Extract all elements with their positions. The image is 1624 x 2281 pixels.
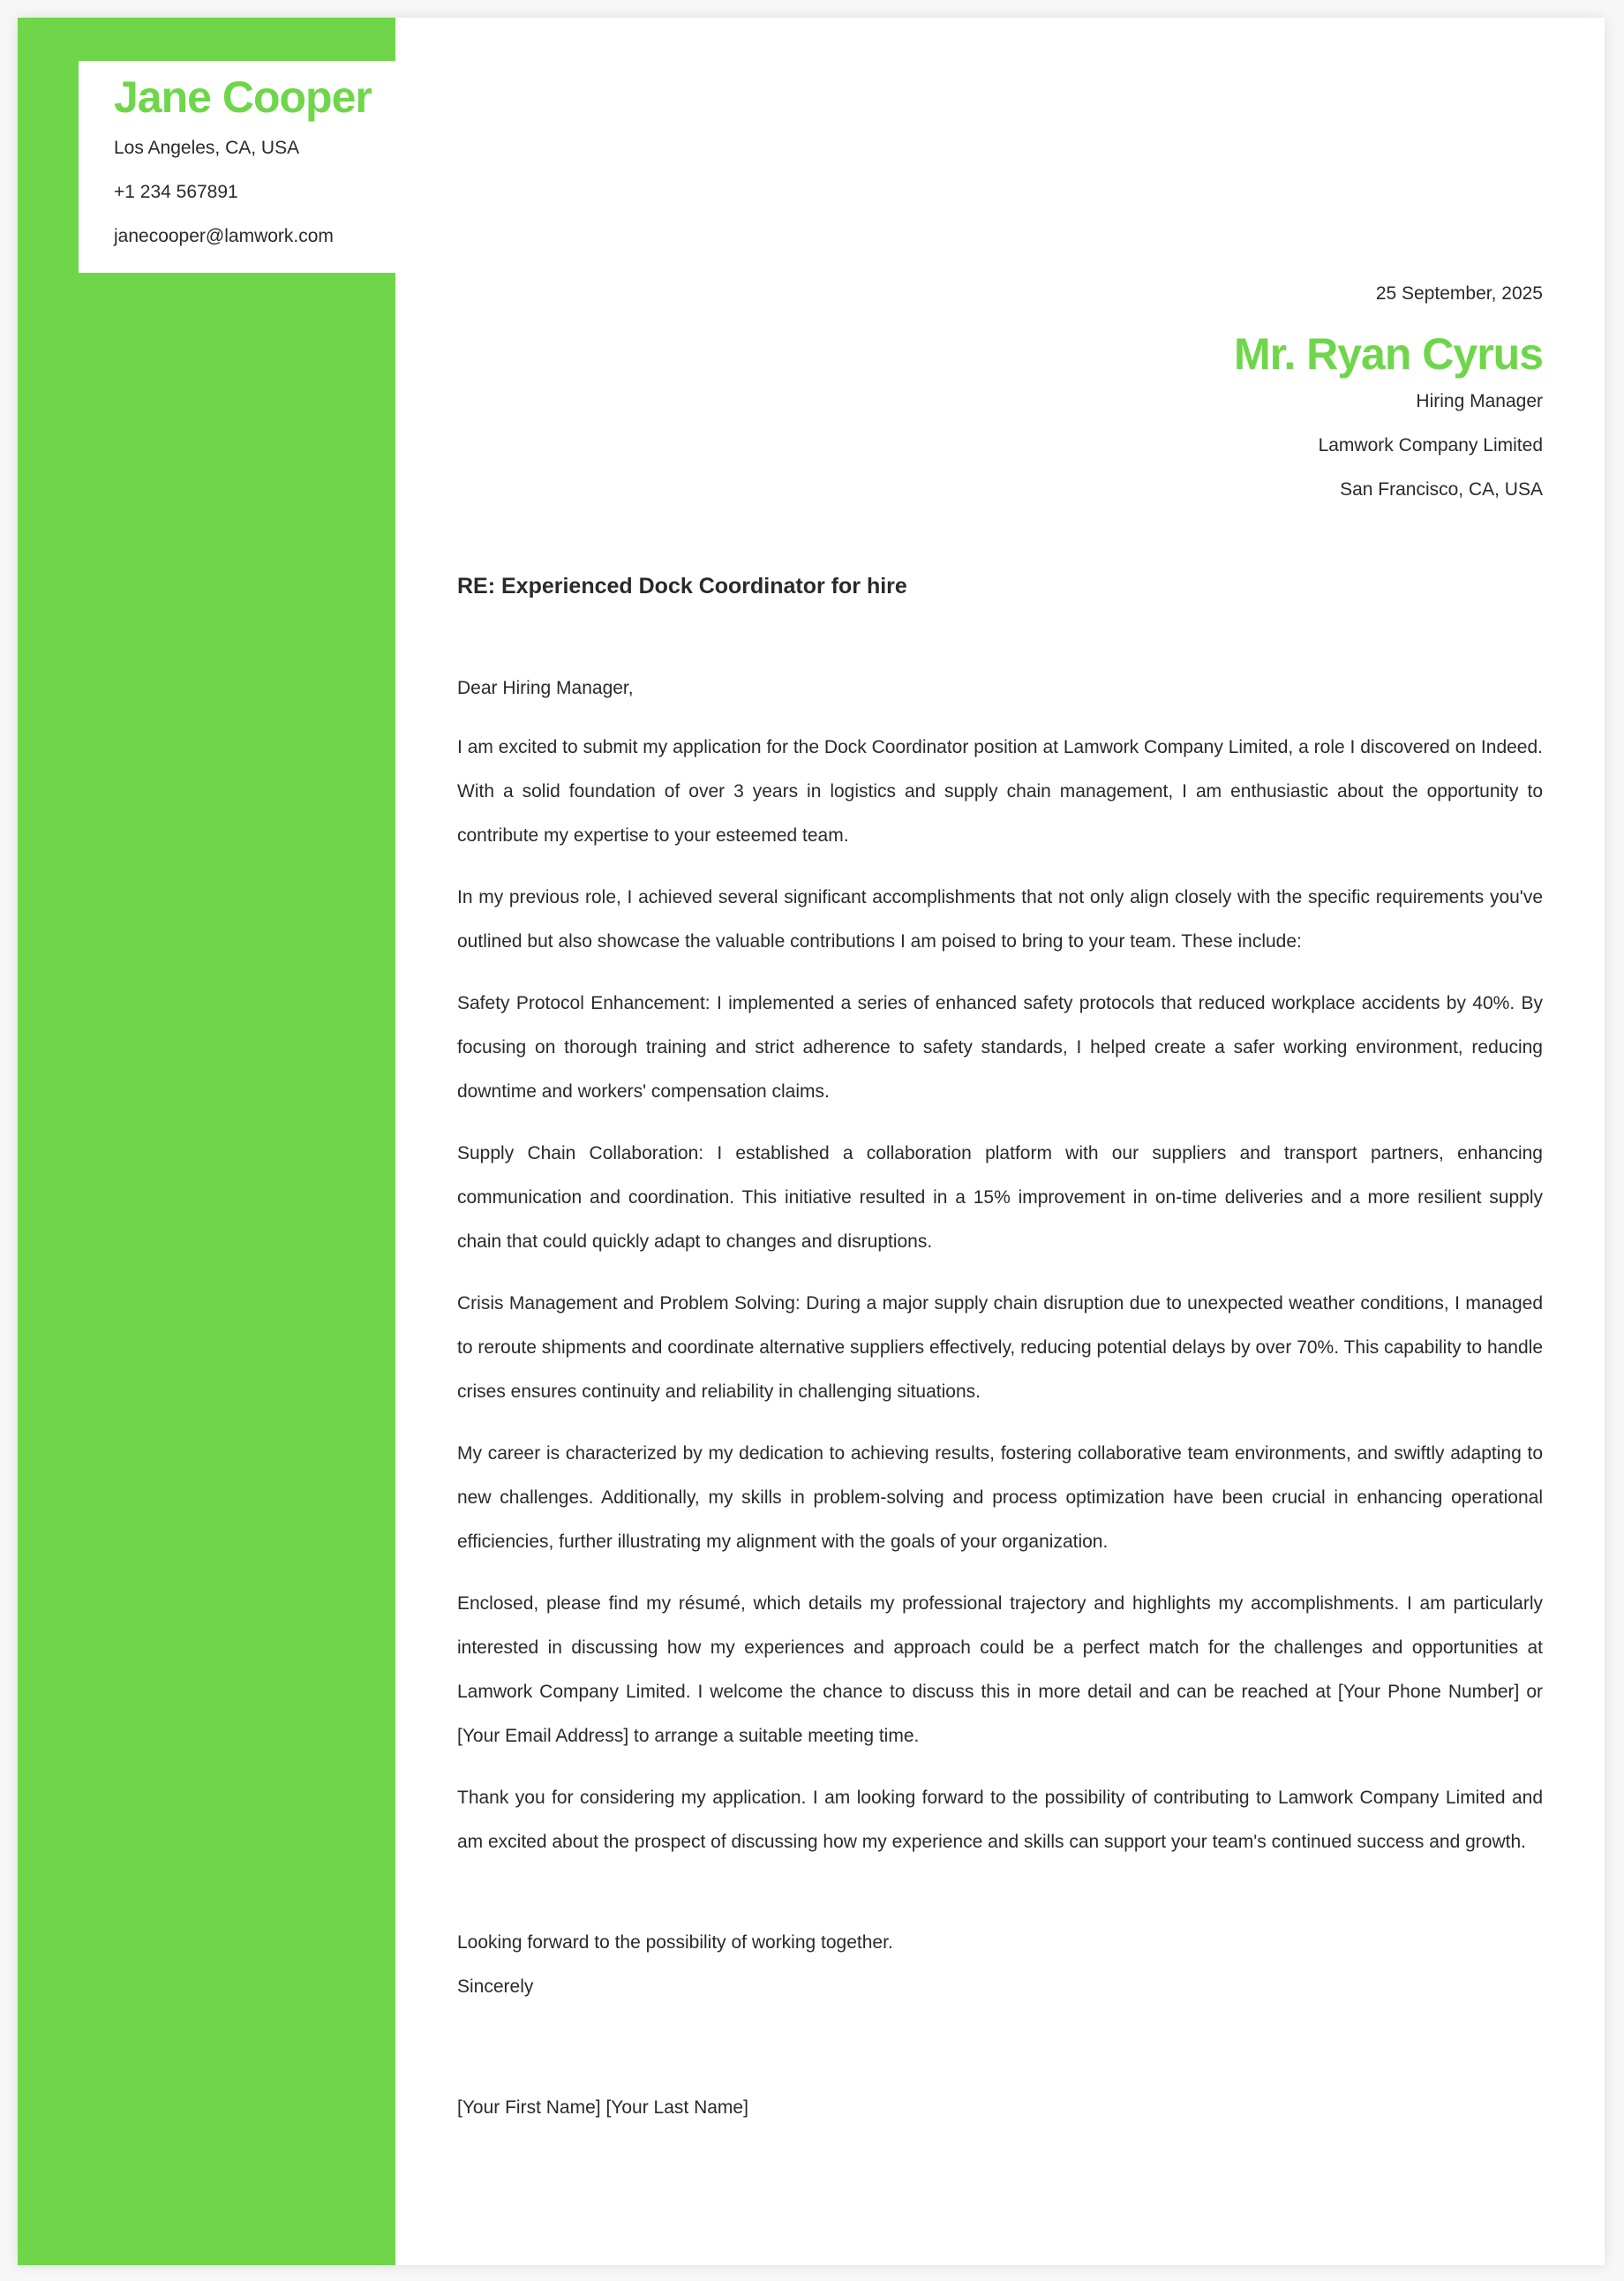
- recipient-name: Mr. Ryan Cyrus: [1233, 329, 1543, 379]
- closing-line: Looking forward to the possibility of working together.: [457, 1932, 893, 1953]
- letter-date: 25 September, 2025: [1375, 283, 1543, 304]
- sender-contact-card: [79, 61, 395, 273]
- recipient-company: Lamwork Company Limited: [1318, 435, 1543, 455]
- recipient-block: [457, 281, 1543, 512]
- body-paragraph: My career is characterized by my dedication to achieving results, fostering collaborative team environments, and swiftly adapting to new challenges. Additionally, my skills in problem-solving and process optimization have been crucial in enhancing operational efficiencies, further illustrating my alignment with the goals of your organization.: [457, 1443, 1543, 1552]
- sidebar-accent-band: [18, 18, 395, 2265]
- sender-location: Los Angeles, CA, USA: [114, 138, 300, 158]
- recipient-title: Hiring Manager: [1416, 391, 1543, 411]
- letter-page: [18, 18, 1605, 2265]
- sender-name: Jane Cooper: [114, 72, 372, 122]
- body-paragraph: Safety Protocol Enhancement: I implemented a series of enhanced safety protocols that reduced workplace accidents by 40%. By focusing on thorough training and strict adherence to safety standards, I helped create a safer working environment, reducing downtime and workers' compensation claims.: [457, 993, 1543, 1102]
- sender-phone: +1 234 567891: [114, 182, 238, 202]
- body-paragraph: Supply Chain Collaboration: I established a collaboration platform with our suppliers and transport partners, enhancing communication and coordination. This initiative resulted in a 15% improvement in on-time deliveries and a more resilient supply chain that could quickly adapt to changes and disruptions.: [457, 1143, 1543, 1252]
- body-paragraph: I am excited to submit my application for the Dock Coordinator position at Lamwork Company Limited, a role I discovered on Indeed. With a solid foundation of over 3 years in logistics and supply chain management, I am enthusiastic about the opportunity to contribute my expertise to your esteemed team.: [457, 737, 1543, 846]
- salutation: Dear Hiring Manager,: [457, 678, 634, 698]
- body-paragraph: Enclosed, please find my résumé, which details my professional trajectory and highlights my accomplishments. I am particularly interested in discussing how my experiences and approach could be a perfect match for the challenges and opportunities at Lamwork Company Limited. I welcome the chance to discuss this in more detail and can be reached at [Your Phone Number] or [Your Email Address] to arrange a suitable meeting time.: [457, 1593, 1543, 1746]
- body-paragraph: Crisis Management and Problem Solving: During a major supply chain disruption due to unexpected weather conditions, I managed to reroute shipments and coordinate alternative suppliers effectively, reducing potential delays by over 70%. This capability to handle crises ensures continuity and reliability in challenging situations.: [457, 1293, 1543, 1402]
- closing-block: [457, 1921, 1543, 2009]
- body-paragraph: In my previous role, I achieved several significant accomplishments that not only align closely with the specific requirements you've outlined but also showcase the valuable contributions I am poised to bring to your team. These include:: [457, 887, 1543, 952]
- signature-name: [Your First Name] [Your Last Name]: [457, 2097, 748, 2118]
- sign-off: Sincerely: [457, 1976, 534, 1997]
- letter-body: [457, 666, 1543, 2130]
- letter-subject: RE: Experienced Dock Coordinator for hire: [457, 574, 907, 598]
- recipient-location: San Francisco, CA, USA: [1340, 479, 1543, 500]
- body-paragraph: Thank you for considering my application. I am looking forward to the possibility of contributing to Lamwork Company Limited and am excited about the prospect of discussing how my experience and skills can support your team's continued success and growth.: [457, 1788, 1543, 1852]
- sender-email: janecooper@lamwork.com: [114, 226, 334, 246]
